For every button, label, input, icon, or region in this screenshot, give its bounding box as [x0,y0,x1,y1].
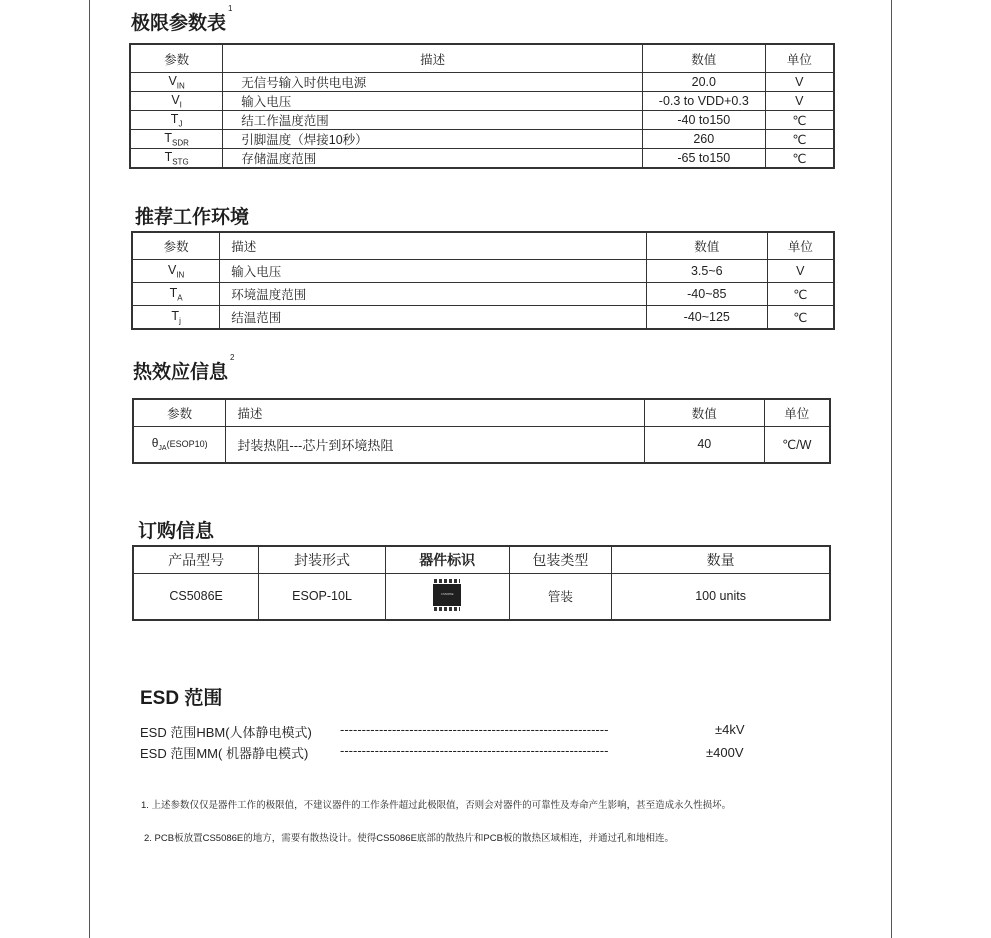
limits-table [129,43,835,169]
thermal-table [132,398,831,464]
param-symbol: $T_j$ [132,306,220,330]
limits-header-unit: 单位 [765,44,834,73]
esd-hbm-dashes: -------------------------------------------------------------- [340,722,609,737]
ordering-header-package: 封装形式 [259,546,386,574]
recommended-header-value: 数值 [646,232,767,260]
esd-row-mm [140,743,308,762]
limits-header-param: 参数 [130,44,223,73]
param-symbol: $T_{SDR}$ [130,130,223,149]
page-border-left [89,0,90,938]
param-symbol: $T_J$ [130,111,223,130]
recommended-title: 推荐工作环境 [135,207,250,228]
limits-header-value: 数值 [642,44,765,73]
param-value: 3.5~6 [646,260,767,283]
param-unit: ℃ [765,111,834,130]
table-row [130,92,834,111]
limits-title-text: 极限参数表 [131,13,227,34]
table-row [132,306,834,330]
esd-hbm-value: ±4kV [715,722,745,737]
param-value: -40 to150 [642,111,765,130]
param-desc: 输入电压 [223,92,643,111]
ordering-header-quantity: 数量 [612,546,830,574]
esd-mm-dashes: -------------------------------------------------------------- [340,743,609,758]
limits-footnote-mark: 1 [228,4,233,13]
param-unit: ℃ [765,130,834,149]
limits-title [131,4,233,35]
ordering-table [132,545,831,621]
param-value: 20.0 [642,73,765,92]
thermal-header-param: 参数 [133,399,226,427]
param-value: 260 [642,130,765,149]
param-symbol: $V_I$ [130,92,223,111]
ordering-packing: 管装 [509,574,612,620]
param-unit: V [767,260,834,283]
table-row [130,111,834,130]
ordering-header-packing: 包装类型 [509,546,612,574]
recommended-header-param: 参数 [132,232,220,260]
param-symbol: $V_{IN}$ [130,73,223,92]
param-unit: ℃ [767,283,834,306]
param-desc: 结工作温度范围 [223,111,643,130]
table-row [130,149,834,169]
param-value: -0.3 to VDD+0.3 [642,92,765,111]
recommended-header-row [132,232,834,260]
param-desc: 输入电压 [220,260,647,283]
table-row [130,73,834,92]
recommended-table [131,231,835,330]
ordering-marking [385,574,509,620]
esd-row-hbm [140,722,312,741]
esd-hbm-label: ESD 范围HBM(人体静电模式) [140,725,312,740]
param-desc: 封装热阻---芯片到环境热阻 [226,427,645,463]
param-symbol: $T_A$ [132,283,220,306]
param-value: 40 [644,427,764,463]
param-symbol: $V_{IN}$ [132,260,220,283]
param-desc: 结温范围 [220,306,647,330]
esd-mm-value: ±400V [706,745,744,760]
table-row [130,130,834,149]
note-2: 2. PCB板放置CS5086E的地方，需要有散热设计。使得CS5086E底部的散热片和PCB板的散热区域相连，并通过孔和地相连。 [144,833,674,844]
param-desc: 引脚温度（焊接10秒） [223,130,643,149]
table-row [133,427,830,463]
param-symbol: $\theta_{JA}(ESOP10)$ [133,427,226,463]
thermal-title-text: 热效应信息 [133,362,229,383]
param-desc: 存储温度范围 [223,149,643,169]
limits-header-row [130,44,834,73]
page-border-right [891,0,892,938]
thermal-header-row [133,399,830,427]
param-value: -65 to150 [642,149,765,169]
table-row [133,574,830,620]
param-unit: V [765,73,834,92]
param-unit: ℃ [765,149,834,169]
param-value: -40~125 [646,306,767,330]
param-desc: 无信号输入时供电电源 [223,73,643,92]
ordering-title: 订购信息 [138,521,215,542]
param-desc: 环境温度范围 [220,283,647,306]
thermal-header-desc: 描述 [226,399,645,427]
table-row [132,260,834,283]
table-row [132,283,834,306]
thermal-header-value: 数值 [644,399,764,427]
param-unit: ℃ [767,306,834,330]
note-1: 1. 上述参数仅仅是器件工作的极限值，不建议器件的工作条件超过此极限值，否则会对器件的可靠性及寿命产生影响，甚至造成永久性损坏。 [141,800,732,811]
recommended-header-unit: 单位 [767,232,834,260]
thermal-footnote-mark: 2 [230,353,235,362]
param-value: -40~85 [646,283,767,306]
thermal-header-unit: 单位 [764,399,830,427]
limits-header-desc: 描述 [223,44,643,73]
ordering-header-marking: 器件标识 [385,546,509,574]
ordering-package: ESOP-10L [259,574,386,620]
esd-mm-label: ESD 范围MM( 机器静电模式) [140,746,309,761]
ordering-quantity: 100 units [612,574,830,620]
param-unit: ℃/W [764,427,830,463]
ordering-header-row [133,546,830,574]
esd-title: ESD 范围 [140,688,223,709]
param-symbol: $T_{STG}$ [130,149,223,169]
chip-package-icon: CS5086E [431,578,463,612]
recommended-header-desc: 描述 [220,232,647,260]
thermal-title [133,353,235,384]
ordering-model: CS5086E [133,574,259,620]
ordering-header-model: 产品型号 [133,546,259,574]
param-unit: V [765,92,834,111]
